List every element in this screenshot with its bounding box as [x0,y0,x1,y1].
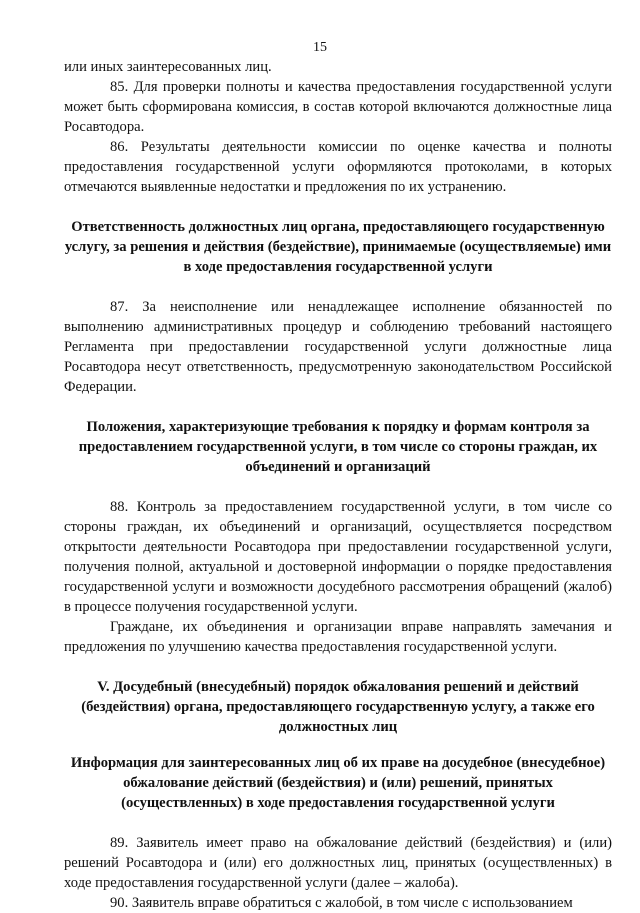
paragraph-85: 85. Для проверки полноты и качества предоставления государственной услуги может быть сформирована комиссия, в состав которой включаются должностные лица Росавтодора. [64,79,612,135]
chapter-heading-v: V. Досудебный (внесудебный) порядок обжалования решений и действий (бездействия) органа, предоставляющего государственную услугу, а также его должностных лиц [81,679,595,735]
paragraph-citizens: Граждане, их объединения и организации вправе направлять замечания и предложения по улучшению качества предоставления государственной услуги. [64,619,612,655]
section-heading-information: Информация для заинтересованных лиц об их праве на досудебное (внесудебное) обжалование действий (бездействия) и (или) решений, принятых (осуществленных) в ходе предоставления государственной услуги [70,755,606,811]
paragraph-89: 89. Заявитель имеет право на обжалование действий (бездействия) и (или) решений Росавтодора и (или) его должностных лиц, принятых (осуществленных) в ходе предоставления государственной услуги (далее – жалоба). [64,835,612,891]
section-heading-control: Положения, характеризующие требования к порядку и формам контроля за предоставлением государственной услуги, в том числе со стороны граждан, их объединений и организаций [78,419,598,475]
paragraph-86: 86. Результаты деятельности комиссии по оценке качества и полноты предоставления государственной услуги оформляются протоколами, в которых отмечаются выявленные недостатки и предложения по их устранению. [64,139,612,195]
paragraph-87: 87. За неисполнение или ненадлежащее исполнение обязанностей по выполнению административных процедур и соблюдению требований настоящего Регламента при предоставлении государственной услуги должностные лица Росавтодора несут ответственность, предусмотренную законодательством Российской Федерации. [64,299,612,395]
paragraph-90: 90. Заявитель вправе обратиться с жалобой, в том числе с использованием [110,895,573,911]
page-number: 15 [313,40,327,55]
paragraph-88: 88. Контроль за предоставлением государственной услуги, в том числе со стороны граждан, их объединений и организаций, осуществляется посредством открытости деятельности Росавтодора при предоставлении государственной услуги, получения полной, актуальной и достоверной информации о порядке предоставления государственной услуги и возможности досудебного рассмотрения обращений (жалоб) в процессе получения государственной услуги. [64,499,612,615]
document-body [64,57,612,913]
section-heading-responsibility: Ответственность должностных лиц органа, предоставляющего государственную услугу, за решения и действия (бездействие), принимаемые (осуществляемые) ими в ходе предоставления государственной услуги [64,219,612,275]
paragraph-continuation: или иных заинтересованных лиц. [64,59,272,75]
